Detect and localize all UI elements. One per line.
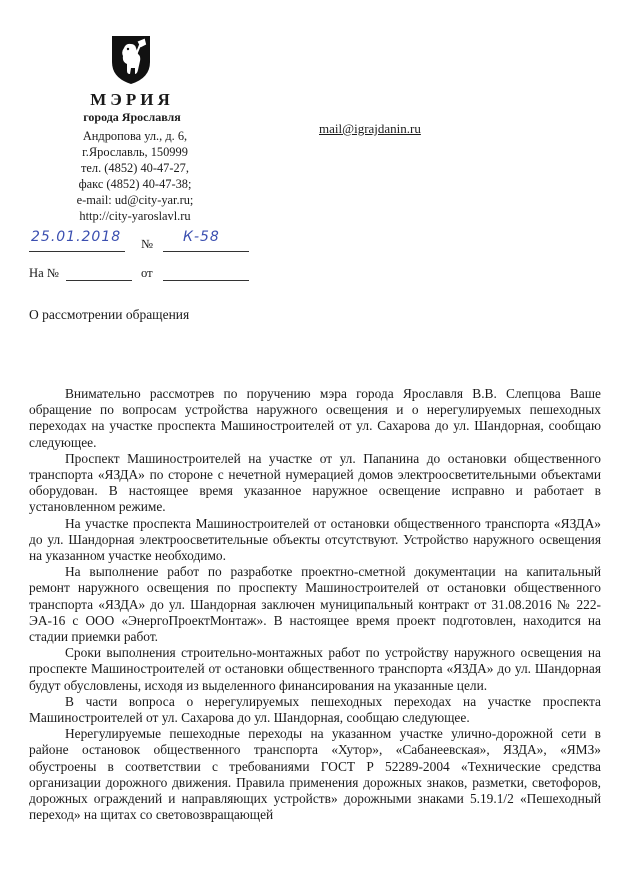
letter-body bbox=[29, 386, 601, 823]
body-paragraph: Сроки выполнения строительно-монтажных работ по устройству наружного освещения на проспекте Машиностроителей от остановки общественного транспорта «ЯЗДА» до ул. Шандорная будут обусловлены, исходя из выделенного финансирования на указанные цели. bbox=[29, 645, 601, 693]
body-paragraph: В части вопроса о нерегулируемых пешеходных переходах на участке проспекта Машиностроителей от ул. Сахарова до ул. Шандорная, сообщаю следующее. bbox=[29, 693, 601, 726]
date-underline bbox=[29, 251, 125, 252]
registration-number: К-58 bbox=[183, 229, 220, 245]
body-paragraph: Проспект Машиностроителей на участке от ул. Папанина до остановки общественного транспорта «ЯЗДА» по стороне с нечетной нумерацией домов электроосветительными объектами оборудован. В настоящее время указанное наружное освещение исправно и работает в установленном режиме. bbox=[29, 450, 601, 515]
reply-label: На № bbox=[29, 266, 59, 280]
bear-with-axe-crest-icon bbox=[104, 34, 158, 86]
body-paragraph: На участке проспекта Машиностроителей от остановки общественного транспорта «ЯЗДА» до ул. Шандорная электроосветительные объекты отсутствуют. Устройство наружного освещения на указанном участке необходимо. bbox=[29, 515, 601, 564]
registration-date: 25.01.2018 bbox=[31, 229, 122, 245]
reply-date-underline bbox=[163, 280, 249, 281]
address-block bbox=[62, 128, 208, 224]
body-paragraph: На выполнение работ по разработке проектно-сметной документации на капитальный ремонт наружного освещения по проспекту Машиностроителей от остановки общественного транспорта «ЯЗДА» до ул. Шандорная заключен муниципальный контракт от 31.08.2016 № 222-ЭА-16 с ООО «ЭнергоПроектМонтаж». В настоящее время проект подготовлен, находится на стадии приемки работ. bbox=[29, 564, 601, 645]
body-paragraph: Внимательно рассмотрев по поручению мэра города Ярославля В.В. Слепцова Ваше обращение по вопросам устройства наружного освещения и о нерегулируемых пешеходных переходах на участке проспекта Машиностроителей от ул. Сахарова до ул. Шандорная, сообщаю следующее. bbox=[29, 386, 601, 450]
address-line: г.Ярославль, 150999 bbox=[82, 145, 188, 159]
number-underline bbox=[163, 251, 249, 252]
website-line: http://city-yaroslavl.ru bbox=[79, 209, 191, 223]
address-line: Андропова ул., д. 6, bbox=[82, 129, 188, 143]
body-paragraph: Нерегулируемые пешеходные переходы на указанном участке улично-дорожной сети в районе остановок общественного транспорта «Хутор», «Сабанеевская», ЯЗДА», «ЯМЗ» обустроены в соответствии с требованиями ГОСТ Р 52289-2004 «Технические средства организации дорожного движения. Правила применения дорожных знаков, разметки, светофоров, дорожных ограждений и направляющих устройств» дорожными знаками 5.19.1/2 «Пешеходный переход» на щитах со световозвращающей bbox=[29, 726, 601, 823]
from-label: от bbox=[141, 266, 153, 280]
reply-number-underline bbox=[66, 280, 132, 281]
org-city: города Ярославля bbox=[83, 110, 181, 124]
email-line: e-mail: ud@city-yar.ru; bbox=[76, 193, 194, 207]
phone-line: тел. (4852) 40-47-27, bbox=[81, 161, 189, 175]
org-name: МЭРИЯ bbox=[90, 90, 174, 109]
subject-line: О рассмотрении обращения bbox=[29, 307, 190, 322]
recipient-email: mail@igrajdanin.ru bbox=[319, 121, 421, 136]
fax-line: факс (4852) 40-47-38; bbox=[78, 177, 192, 191]
number-label: № bbox=[141, 237, 154, 251]
